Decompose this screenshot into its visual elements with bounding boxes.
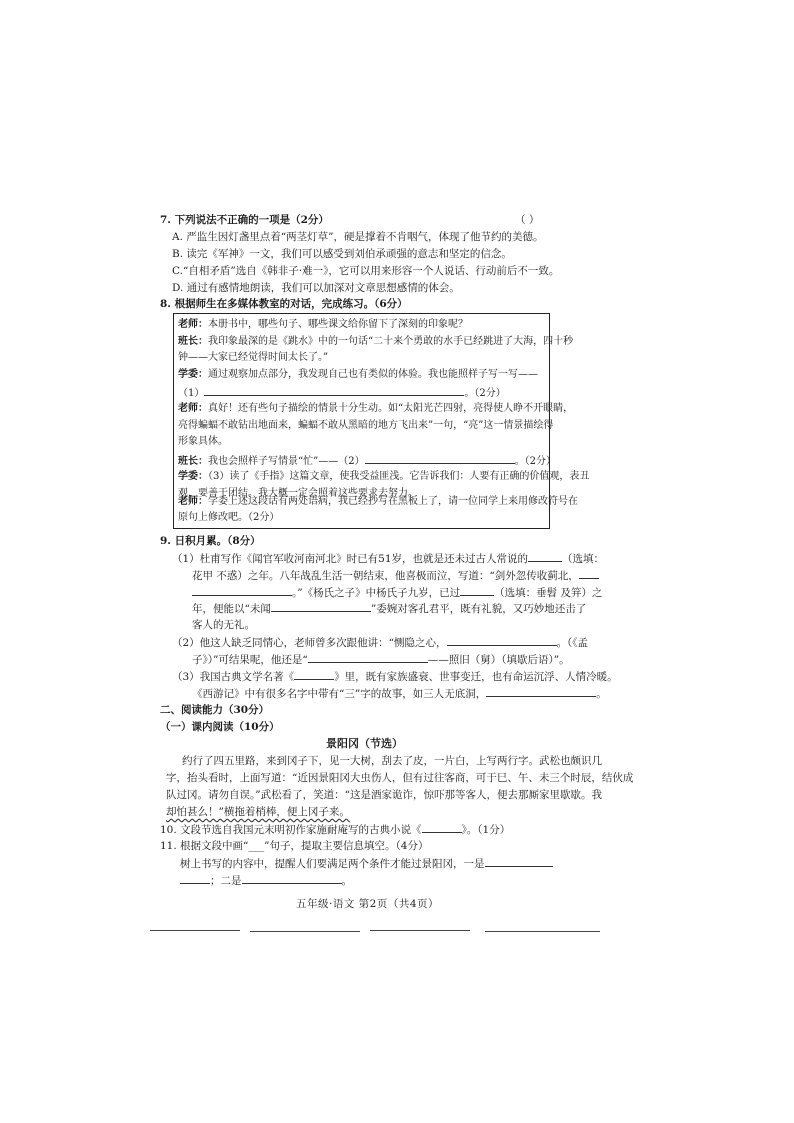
dialog-line-13: 原句上修改吧。（2分） [178,512,280,523]
answer-blank-8-2[interactable] [365,452,515,464]
answer-blank-10[interactable] [422,821,462,833]
dialog-line-3: 钟——大家已经觉得时间太长了。” [178,352,329,363]
dialog-line-5: （1） 。（2分） [178,384,506,402]
q7-option-c: C.“自相矛盾”选自《韩非子·难一》，它可以用来形容一个人说话、行动前后不一致。 [172,265,560,277]
answer-blank-8-1[interactable] [204,384,464,396]
dialog-line-4: 学委：通过观察加点部分，我发现自己也有类似的体验。我也能照样子写一写—— [178,369,538,380]
answer-blank-9-6[interactable] [308,651,428,663]
answer-blank-9-8[interactable] [486,685,596,697]
dialog-line-11: 观，要善于团结。我大概一定会照着这些要求去努力。 [178,488,418,499]
section-2-title: 二、阅读能力（30分） [160,704,270,716]
answer-blank-9-3[interactable] [460,584,494,596]
answer-blank-9-5[interactable] [447,634,557,646]
dialog-line-12: 老师：学委上述这段话有两处语病，我已经抄写在黑板上了，请一位同学上来用修改符号在 [178,496,578,507]
scan-line [150,930,240,931]
dialog-line-10: 学委：（3）读了《手指》这篇文章，使我受益匪浅。它告诉我们：人要有正确的价值观，表丑 [178,471,590,482]
answer-blank-11-2[interactable] [242,872,342,884]
answer-blank-9-7[interactable] [294,668,334,680]
dialog-line-6: 老师：真好！还有些句子描绘的情景十分生动。如“太阳光芒四射，亮得使人睁不开眼睛， [178,403,574,414]
q11-stem: 11. 根据文段中画“___”句子，提取主要信息填空。（4分） [160,840,429,852]
q7-option-d: D. 通过有感情地朗读，我们可以加深对文章思想感情的体会。 [172,282,460,294]
scan-line [370,930,470,931]
answer-blank-9-2a[interactable] [579,567,599,579]
q9-p1-line-4: 年，便能以“未闻 ”委婉对客孔君平，既有礼貌，又巧妙地还击了 [192,600,586,617]
passage-line-2: 字，抬头看时，上面写道：“近因景阳冈大虫伤人，但有过往客商，可于巳、午、未三个时辰，结伙成 [166,772,634,784]
page-footer: 五年级·语文 第2页（共4页） [296,898,440,910]
answer-blank-9-1[interactable] [528,550,562,562]
q8-stem: 8. 根据师生在多媒体教室的对话，完成练习。（6分） [160,298,408,310]
section-2-subtitle: （一）课内阅读（10分） [160,721,280,733]
answer-blank-11-1b[interactable] [180,872,210,884]
q10: 10. 文段节选自我国元末明初作家施耐庵写的古典小说《 》。（1分） [160,821,510,838]
q7-option-b: B. 读完《军神》一文，我们可以感受到刘伯承顽强的意志和坚定的信念。 [172,248,512,260]
passage-line-3: 队过冈。请勿自误。”武松看了，笑道：“这是酒家诡诈，惊吓那等客人，便去那厮家里歇歇。我 [166,789,602,801]
passage-line-4: 却怕甚么！”横拖着梢棒，便上冈子来。 [166,806,350,818]
q11-line-2: ；二是 。 [180,872,352,889]
q9-p3-line-1: （3）我国古典文学名著《 》里，既有家族盛衰、世事变迁，也有命运沉浮、人情冷暖。 [172,668,618,685]
q7-stem: 7. 下列说法不正确的一项是（2分） [160,214,329,226]
q9-p1-line-5: 客人的无礼。 [192,619,255,631]
q9-p2-line-1: （2）他这人缺乏同情心，老师曾多次跟他讲：“恻隐之心， 。（《孟 [172,634,588,651]
scan-line [485,931,600,932]
dialog-line-9: 班长：我也会照样子写情景“忙”——（2） 。（2分） [178,452,556,470]
dialog-line-1: 老师：本册书中，哪些句子、哪些课文给你留下了深刻的印象呢？ [178,319,468,330]
q9-p3-line-2: 《西游记》中有很多名字中带有“三”字的故事，如三人无底洞， 。 [192,685,607,702]
q7-option-a: A. 严监生因灯盏里点着“两茎灯草”，硬是撑着不肯咽气，体现了他节约的美德。 [172,231,544,243]
q9-stem: 9. 日积月累。（8分） [160,535,261,547]
answer-blank-9-4[interactable] [271,600,371,612]
dialog-box [173,313,590,529]
q11-line-1: 树上书写的内容中，提醒人们要满足两个条件才能过景阳冈，一是 [180,855,553,872]
scan-line [250,931,360,932]
q9-p1-line-1: （1）杜甫写作《闻官军收河南河北》时已有51岁，也就是还未过古人常说的 （选填： [172,550,604,567]
q9-p1-line-3: 。”《杨氏之子》中杨氏子九岁，已过 （选填：垂髫 及笄）之 [192,584,602,601]
passage-title: 景阳冈（节选） [326,737,403,750]
dialog-line-8: 形象具体。 [178,436,228,447]
passage-line-1: 约行了四五里路，来到冈子下，见一大树，刮去了皮，一片白，上写两行字。武松也颇识几 [182,755,602,767]
dialog-line-2: 班长：我印象最深的是《跳水》中的一句话“二十来个勇敢的水手已经跳进了大海，四十秒 [178,336,574,347]
q9-p1-line-2: 花甲 不惑）之年。八年战乱生活一朝结束，他喜极而泣，写道：“剑外忽传收蓟北， [192,567,599,584]
q7-answer-bracket: （ ） [515,214,540,226]
q9-p2-line-2: 子》）”可结果呢，他还是“ ——照旧（舅）（填歇后语）”。 [192,651,570,668]
answer-blank-9-2[interactable] [192,584,292,596]
answer-blank-11-1[interactable] [485,855,553,867]
dialog-line-7: 亮得蝙蝠不敢钻出地面来，蝙蝠不敢从黑暗的地方飞出来”一句，“亮”这一情景描绘得 [178,420,554,431]
